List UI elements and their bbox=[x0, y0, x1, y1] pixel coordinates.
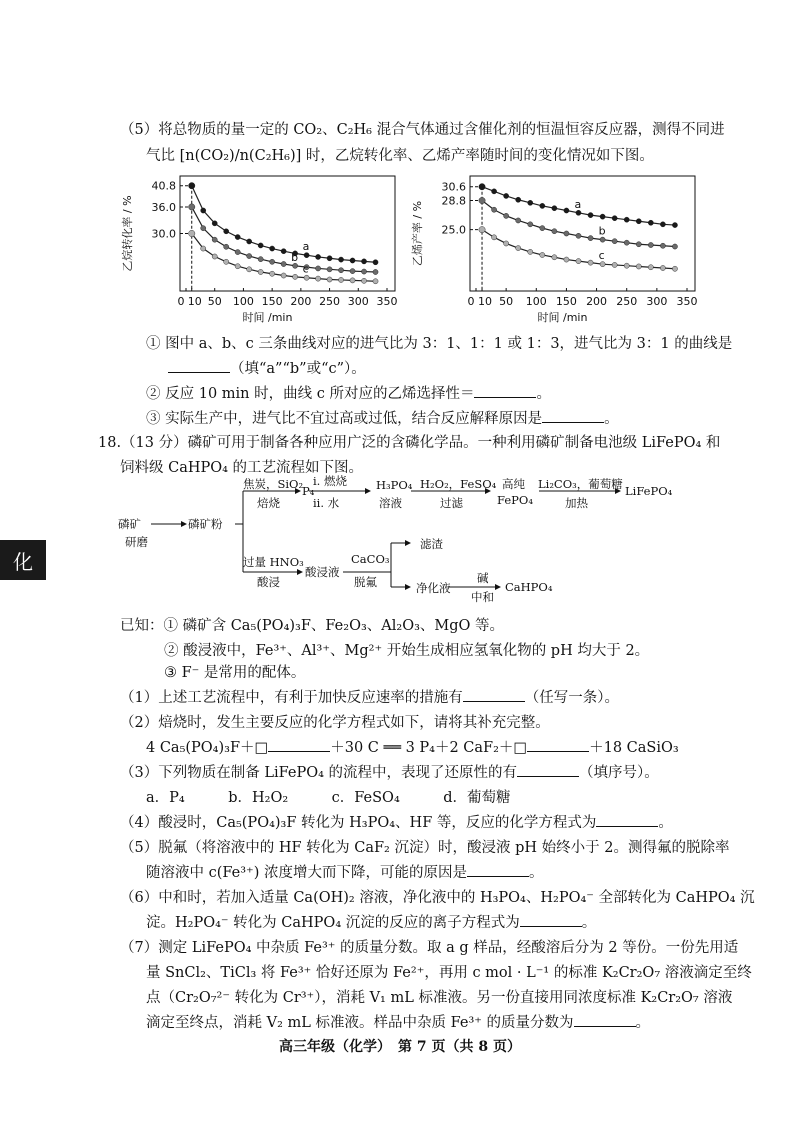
page-footer: 高三年级（化学） 第 7 页（共 8 页） bbox=[279, 1039, 521, 1055]
data-point-a bbox=[224, 229, 229, 234]
flow-li: Li₂CO₃，葡萄糖 bbox=[538, 477, 623, 491]
flow-grind: 研磨 bbox=[125, 535, 148, 549]
data-point-c bbox=[281, 273, 286, 278]
data-point-b bbox=[373, 269, 378, 274]
data-point-b bbox=[224, 244, 229, 249]
data-point-c bbox=[201, 246, 206, 251]
data-point-c bbox=[564, 257, 569, 262]
data-point-c bbox=[648, 265, 653, 270]
x-tick-label: 300 bbox=[646, 295, 668, 308]
data-point-b bbox=[361, 269, 366, 274]
series-label-a: a bbox=[302, 240, 310, 254]
data-point-b bbox=[338, 268, 343, 273]
answer-blank[interactable] bbox=[467, 862, 529, 877]
data-point-c bbox=[504, 241, 509, 246]
q18-part6a: （6）中和时，若加入适量 Ca(OH)₂ 溶液，净化液中的 H₃PO₄、H₂PO₄⁻ 全部转化为 CaHPO₄ 沉 bbox=[120, 890, 755, 906]
y-axis-label: 乙烷转化率 / % bbox=[121, 195, 134, 272]
plot-frame bbox=[470, 176, 695, 291]
q17-5-sub2 bbox=[146, 382, 551, 403]
answer-blank[interactable] bbox=[268, 737, 330, 752]
answer-blank[interactable] bbox=[542, 408, 604, 423]
flow-water: ii. 水 bbox=[313, 496, 340, 510]
data-point-c bbox=[612, 262, 617, 267]
data-point-b bbox=[588, 236, 593, 241]
flow-neutral: 中和 bbox=[471, 590, 494, 604]
data-point-c bbox=[315, 276, 320, 281]
x-tick-label: 250 bbox=[319, 295, 341, 308]
answer-blank[interactable] bbox=[474, 383, 536, 398]
p5-end: 。 bbox=[528, 865, 544, 881]
q18-part3 bbox=[120, 761, 659, 782]
data-point-a bbox=[552, 206, 557, 211]
data-point-a bbox=[672, 222, 677, 227]
sub3-text: ③ 实际生产中，进气比不宜过高或过低，结合反应解释原因是 bbox=[146, 411, 543, 427]
answer-blank[interactable] bbox=[520, 912, 582, 927]
data-point-c bbox=[491, 235, 496, 240]
x-tick-label: 100 bbox=[232, 295, 254, 308]
series-label-c: c bbox=[302, 262, 309, 276]
sub1b-text: （填“a”“b”或“c”）。 bbox=[230, 361, 366, 377]
q18-options: a．P₄ b．H₂O₂ c．FeSO₄ d．葡萄糖 bbox=[146, 790, 511, 806]
answer-blank[interactable] bbox=[596, 812, 658, 827]
answer-blank[interactable] bbox=[517, 762, 579, 777]
q17-5-line1: （5）将总物质的量一定的 CO₂、C₂H₆ 混合气体通过含催化剂的恒温恒容反应器，测得不同进 bbox=[120, 122, 725, 138]
flow-h3po4: H₃PO₄ bbox=[376, 478, 413, 492]
y-tick-label: 40.8 bbox=[151, 179, 176, 193]
data-point-b bbox=[660, 243, 665, 248]
known1: ① 磷矿含 Ca₅(PO₄)₃F、Fe₂O₃、Al₂O₃、MgO 等。 bbox=[163, 618, 505, 634]
data-point-b bbox=[270, 259, 275, 264]
data-point-a bbox=[576, 210, 581, 215]
q18-part7b: 量 SnCl₂、TiCl₃ 将 Fe³⁺ 恰好还原为 Fe²⁺，再用 c mol · L⁻¹ 的标准 K₂Cr₂O₇ 溶液滴定至终 bbox=[146, 965, 752, 981]
x-tick-label: 50 bbox=[499, 295, 514, 308]
flow-roast: 焙烧 bbox=[257, 496, 280, 510]
data-point-b bbox=[612, 239, 617, 244]
flow-purified: 净化液 bbox=[416, 581, 451, 595]
x-tick-label: 0 bbox=[177, 295, 185, 308]
q17-5-sub1 bbox=[146, 332, 732, 353]
answer-blank[interactable] bbox=[463, 687, 525, 702]
data-point-b bbox=[636, 242, 641, 247]
data-point-a bbox=[588, 213, 593, 218]
q17-5-sub1b bbox=[168, 357, 366, 378]
flow-defluor: 脱氟 bbox=[354, 575, 377, 589]
p1-text: （1）上述工艺流程中，有利于加快反应速率的措施有 bbox=[120, 690, 463, 706]
p4-text: （4）酸浸时，Ca₅(PO₄)₃F 转化为 H₃PO₄、HF 等，反应的化学方程式为 bbox=[120, 815, 597, 831]
data-point-c bbox=[327, 277, 332, 282]
x-tick-label: 10 bbox=[187, 295, 202, 308]
flow-fepo4: FePO₄ bbox=[497, 493, 533, 507]
data-point-a bbox=[600, 214, 605, 219]
data-point-b bbox=[212, 237, 217, 242]
data-point-a bbox=[660, 222, 665, 227]
q18-part7c: 点（Cr₂O₇²⁻ 转化为 Cr³⁺），消耗 V₁ mL 标准液。另一份直接用同浓度标准 K₂Cr₂O₇ 溶液 bbox=[146, 990, 733, 1006]
x-axis-label: 时间 /min bbox=[537, 311, 588, 323]
data-point-a bbox=[281, 249, 286, 254]
data-point-a bbox=[270, 246, 275, 251]
flow-powder: 磷矿粉 bbox=[188, 517, 223, 531]
q18-part1 bbox=[120, 686, 619, 707]
flow-filter: 过滤 bbox=[440, 496, 463, 510]
flow-pure: 高纯 bbox=[502, 477, 525, 491]
known2: ② 酸浸液中，Fe³⁺、Al³⁺、Mg²⁺ 开始生成相应氢氧化物的 pH 均大于 2。 bbox=[164, 643, 650, 659]
flow-heat: 加热 bbox=[565, 496, 588, 510]
y-tick-label: 30.0 bbox=[151, 227, 176, 241]
q18-part6b bbox=[146, 911, 596, 932]
data-point-c bbox=[576, 259, 581, 264]
x-tick-label: 300 bbox=[347, 295, 369, 308]
p1-end: （任写一条）。 bbox=[524, 690, 619, 706]
data-point-c bbox=[624, 263, 629, 268]
data-point-c bbox=[552, 255, 557, 260]
answer-blank[interactable] bbox=[168, 358, 230, 373]
series-label-b: b bbox=[598, 224, 606, 238]
eq-c: ＋18 CaSiO₃ bbox=[589, 740, 679, 756]
data-point-a bbox=[327, 256, 332, 261]
sub3-end: 。 bbox=[604, 411, 619, 427]
y-tick-label: 30.6 bbox=[441, 180, 466, 194]
data-point-b bbox=[552, 229, 557, 234]
flow-h2o2: H₂O₂，FeSO₄ bbox=[420, 477, 497, 491]
data-point-c bbox=[373, 279, 378, 284]
flow-top-reagent: 焦炭，SiO₂ bbox=[243, 477, 304, 491]
known1-line bbox=[120, 614, 504, 635]
data-point-b bbox=[247, 253, 252, 258]
data-point-c bbox=[660, 265, 665, 270]
data-point-c bbox=[189, 230, 195, 236]
p6-end: 。 bbox=[581, 915, 597, 931]
flow-p4: P₄ bbox=[302, 484, 315, 498]
data-point-c bbox=[304, 275, 309, 280]
p7-end: 。 bbox=[635, 1015, 651, 1031]
data-point-a bbox=[624, 217, 629, 222]
data-point-c bbox=[361, 278, 366, 283]
series-label-b: b bbox=[291, 250, 299, 264]
x-tick-label: 150 bbox=[555, 295, 577, 308]
data-point-a bbox=[636, 219, 641, 224]
flow-base: 碱 bbox=[477, 571, 489, 585]
x-tick-label: 150 bbox=[261, 295, 283, 308]
data-point-a bbox=[648, 220, 653, 225]
q18-equation bbox=[146, 736, 679, 757]
q18-part2: （2）焙烧时，发生主要反应的化学方程式如下，请将其补充完整。 bbox=[120, 715, 550, 731]
data-point-a bbox=[212, 221, 217, 226]
data-point-b bbox=[491, 207, 496, 212]
data-point-b bbox=[672, 244, 677, 249]
known-label: 已知： bbox=[120, 618, 164, 634]
data-point-c bbox=[338, 277, 343, 282]
data-point-b bbox=[600, 237, 605, 242]
flow-product1: LiFePO₄ bbox=[625, 484, 673, 498]
data-point-c bbox=[212, 254, 217, 259]
data-point-c bbox=[540, 252, 545, 257]
x-tick-label: 200 bbox=[290, 295, 312, 308]
x-tick-label: 350 bbox=[376, 295, 398, 308]
data-point-c bbox=[293, 274, 298, 279]
data-point-b bbox=[540, 226, 545, 231]
data-point-a bbox=[528, 200, 533, 205]
data-point-a bbox=[504, 193, 509, 198]
y-tick-label: 28.8 bbox=[441, 194, 466, 208]
q18-part4 bbox=[120, 811, 673, 832]
p4-end: 。 bbox=[658, 815, 673, 831]
q18-part5a: （5）脱氟（将溶液中的 HF 转化为 CaF₂ 沉淀）时，酸浸液 pH 始终小于 2。测得氟的脱除率 bbox=[120, 840, 730, 856]
data-point-a bbox=[304, 253, 309, 258]
series-label-a: a bbox=[574, 197, 582, 211]
sub1-text: ① 图中 a、b、c 三条曲线对应的进气比为 3：1、1：1 或 1：3，进气比为 3：1 的曲线是 bbox=[146, 336, 733, 352]
x-axis-label: 时间 /min bbox=[242, 311, 293, 323]
data-point-b bbox=[504, 213, 509, 218]
data-point-c bbox=[516, 245, 521, 250]
q17-5-sub3 bbox=[146, 407, 619, 428]
data-point-b bbox=[235, 249, 240, 254]
flow-hno3: 过量 HNO₃ bbox=[243, 555, 304, 569]
data-point-b bbox=[281, 261, 286, 266]
p6b-text: 淀。H₂PO₄⁻ 转化为 CaHPO₄ 沉淀的反应的离子方程式为 bbox=[146, 915, 520, 931]
data-point-a bbox=[338, 257, 343, 262]
data-point-a bbox=[564, 208, 569, 213]
data-point-b bbox=[293, 263, 298, 268]
data-point-a bbox=[189, 183, 195, 189]
data-point-c bbox=[235, 264, 240, 269]
q18-part7d bbox=[146, 1011, 650, 1032]
y-tick-label: 25.0 bbox=[441, 223, 466, 237]
data-point-b bbox=[315, 266, 320, 271]
data-point-c bbox=[600, 262, 605, 267]
data-point-c bbox=[224, 259, 229, 264]
x-tick-label: 100 bbox=[525, 295, 547, 308]
ethylene-yield-chart bbox=[405, 168, 705, 323]
p5b-text: 随溶液中 c(Fe³⁺) 浓度增大而下降，可能的原因是 bbox=[146, 865, 467, 881]
q18-line2: 饲料级 CaHPO₄ 的工艺流程如下图。 bbox=[120, 460, 364, 476]
data-point-a bbox=[361, 259, 366, 264]
data-point-b bbox=[201, 226, 206, 231]
p7d-text: 滴定至终点，消耗 V₂ mL 标准液。样品中杂质 Fe³⁺ 的质量分数为 bbox=[146, 1015, 574, 1031]
sub2-text: ② 反应 10 min 时，曲线 c 所对应的乙烯选择性＝ bbox=[146, 386, 475, 402]
data-point-b bbox=[350, 268, 355, 273]
y-axis-label: 乙烯产率 / % bbox=[411, 200, 424, 267]
q18-part7a: （7）测定 LiFePO₄ 中杂质 Fe³⁺ 的质量分数。取 a g 样品，经酸溶后分为 2 等份。一份先用适 bbox=[120, 940, 739, 956]
data-point-b bbox=[624, 240, 629, 245]
data-point-a bbox=[258, 243, 263, 248]
data-point-b bbox=[258, 257, 263, 262]
flow-burn: i. 燃烧 bbox=[313, 474, 347, 488]
data-point-a bbox=[350, 258, 355, 263]
data-point-a bbox=[479, 184, 485, 190]
q17-5-line2: 气比 [n(CO₂)/n(C₂H₆)] 时，乙烷转化率、乙烯产率随时间的变化情况如下图。 bbox=[146, 148, 654, 164]
flow-ore: 磷矿 bbox=[118, 517, 141, 531]
data-point-a bbox=[201, 208, 206, 213]
eq-a: 4 Ca₅(PO₄)₃F＋□ bbox=[146, 740, 269, 756]
series-label-c: c bbox=[598, 249, 605, 263]
data-point-c bbox=[588, 260, 593, 265]
data-point-a bbox=[373, 260, 378, 265]
flow-residue: 滤渣 bbox=[420, 537, 443, 551]
data-point-b bbox=[327, 267, 332, 272]
eq-b: ＋30 C ══ 3 P₄＋2 CaF₂＋□ bbox=[330, 740, 528, 756]
flow-product2: CaHPO₄ bbox=[505, 580, 553, 594]
x-tick-label: 250 bbox=[616, 295, 638, 308]
data-point-a bbox=[491, 189, 496, 194]
data-point-b bbox=[189, 204, 195, 210]
data-point-b bbox=[516, 218, 521, 223]
data-point-c bbox=[247, 267, 252, 272]
x-tick-label: 50 bbox=[207, 295, 222, 308]
data-point-b bbox=[576, 233, 581, 238]
data-point-a bbox=[247, 239, 252, 244]
q18-line1: 18.（13 分）磷矿可用于制备各种应用广泛的含磷化学品。一种利用磷矿制备电池级 LiFePO₄ 和 bbox=[98, 435, 721, 451]
data-point-b bbox=[648, 242, 653, 247]
x-tick-label: 200 bbox=[586, 295, 608, 308]
data-point-c bbox=[672, 266, 677, 271]
x-tick-label: 0 bbox=[467, 295, 475, 308]
data-point-a bbox=[612, 216, 617, 221]
data-point-a bbox=[315, 254, 320, 259]
data-point-c bbox=[258, 269, 263, 274]
data-point-b bbox=[528, 222, 533, 227]
data-point-c bbox=[350, 278, 355, 283]
data-point-a bbox=[235, 234, 240, 239]
data-point-c bbox=[270, 271, 275, 276]
x-tick-label: 350 bbox=[676, 295, 698, 308]
ethane-conversion-chart bbox=[115, 168, 405, 323]
data-point-c bbox=[636, 264, 641, 269]
sub2-end: 。 bbox=[536, 386, 551, 402]
data-point-c bbox=[479, 226, 485, 232]
x-tick-label: 10 bbox=[478, 295, 493, 308]
p3-end: （填序号）。 bbox=[579, 765, 659, 781]
side-tab-label: 化 bbox=[13, 549, 33, 574]
answer-blank[interactable] bbox=[574, 1012, 636, 1027]
subject-side-tab bbox=[0, 540, 46, 580]
known3: ③ F⁻ 是常用的配体。 bbox=[164, 665, 306, 681]
flow-acid-leach: 酸浸 bbox=[257, 575, 280, 589]
flow-caco3: CaCO₃ bbox=[351, 552, 390, 566]
data-point-a bbox=[516, 197, 521, 202]
answer-blank[interactable] bbox=[527, 737, 589, 752]
data-point-b bbox=[479, 197, 485, 203]
flow-soln: 溶液 bbox=[379, 496, 402, 510]
q18-part5b bbox=[146, 861, 543, 882]
flow-leachate: 酸浸液 bbox=[305, 565, 340, 579]
p3-text: （3）下列物质在制备 LiFePO₄ 的流程中，表现了还原性的有 bbox=[120, 765, 518, 781]
data-point-c bbox=[528, 249, 533, 254]
data-point-a bbox=[540, 203, 545, 208]
y-tick-label: 36.0 bbox=[151, 200, 176, 214]
data-point-b bbox=[564, 231, 569, 236]
